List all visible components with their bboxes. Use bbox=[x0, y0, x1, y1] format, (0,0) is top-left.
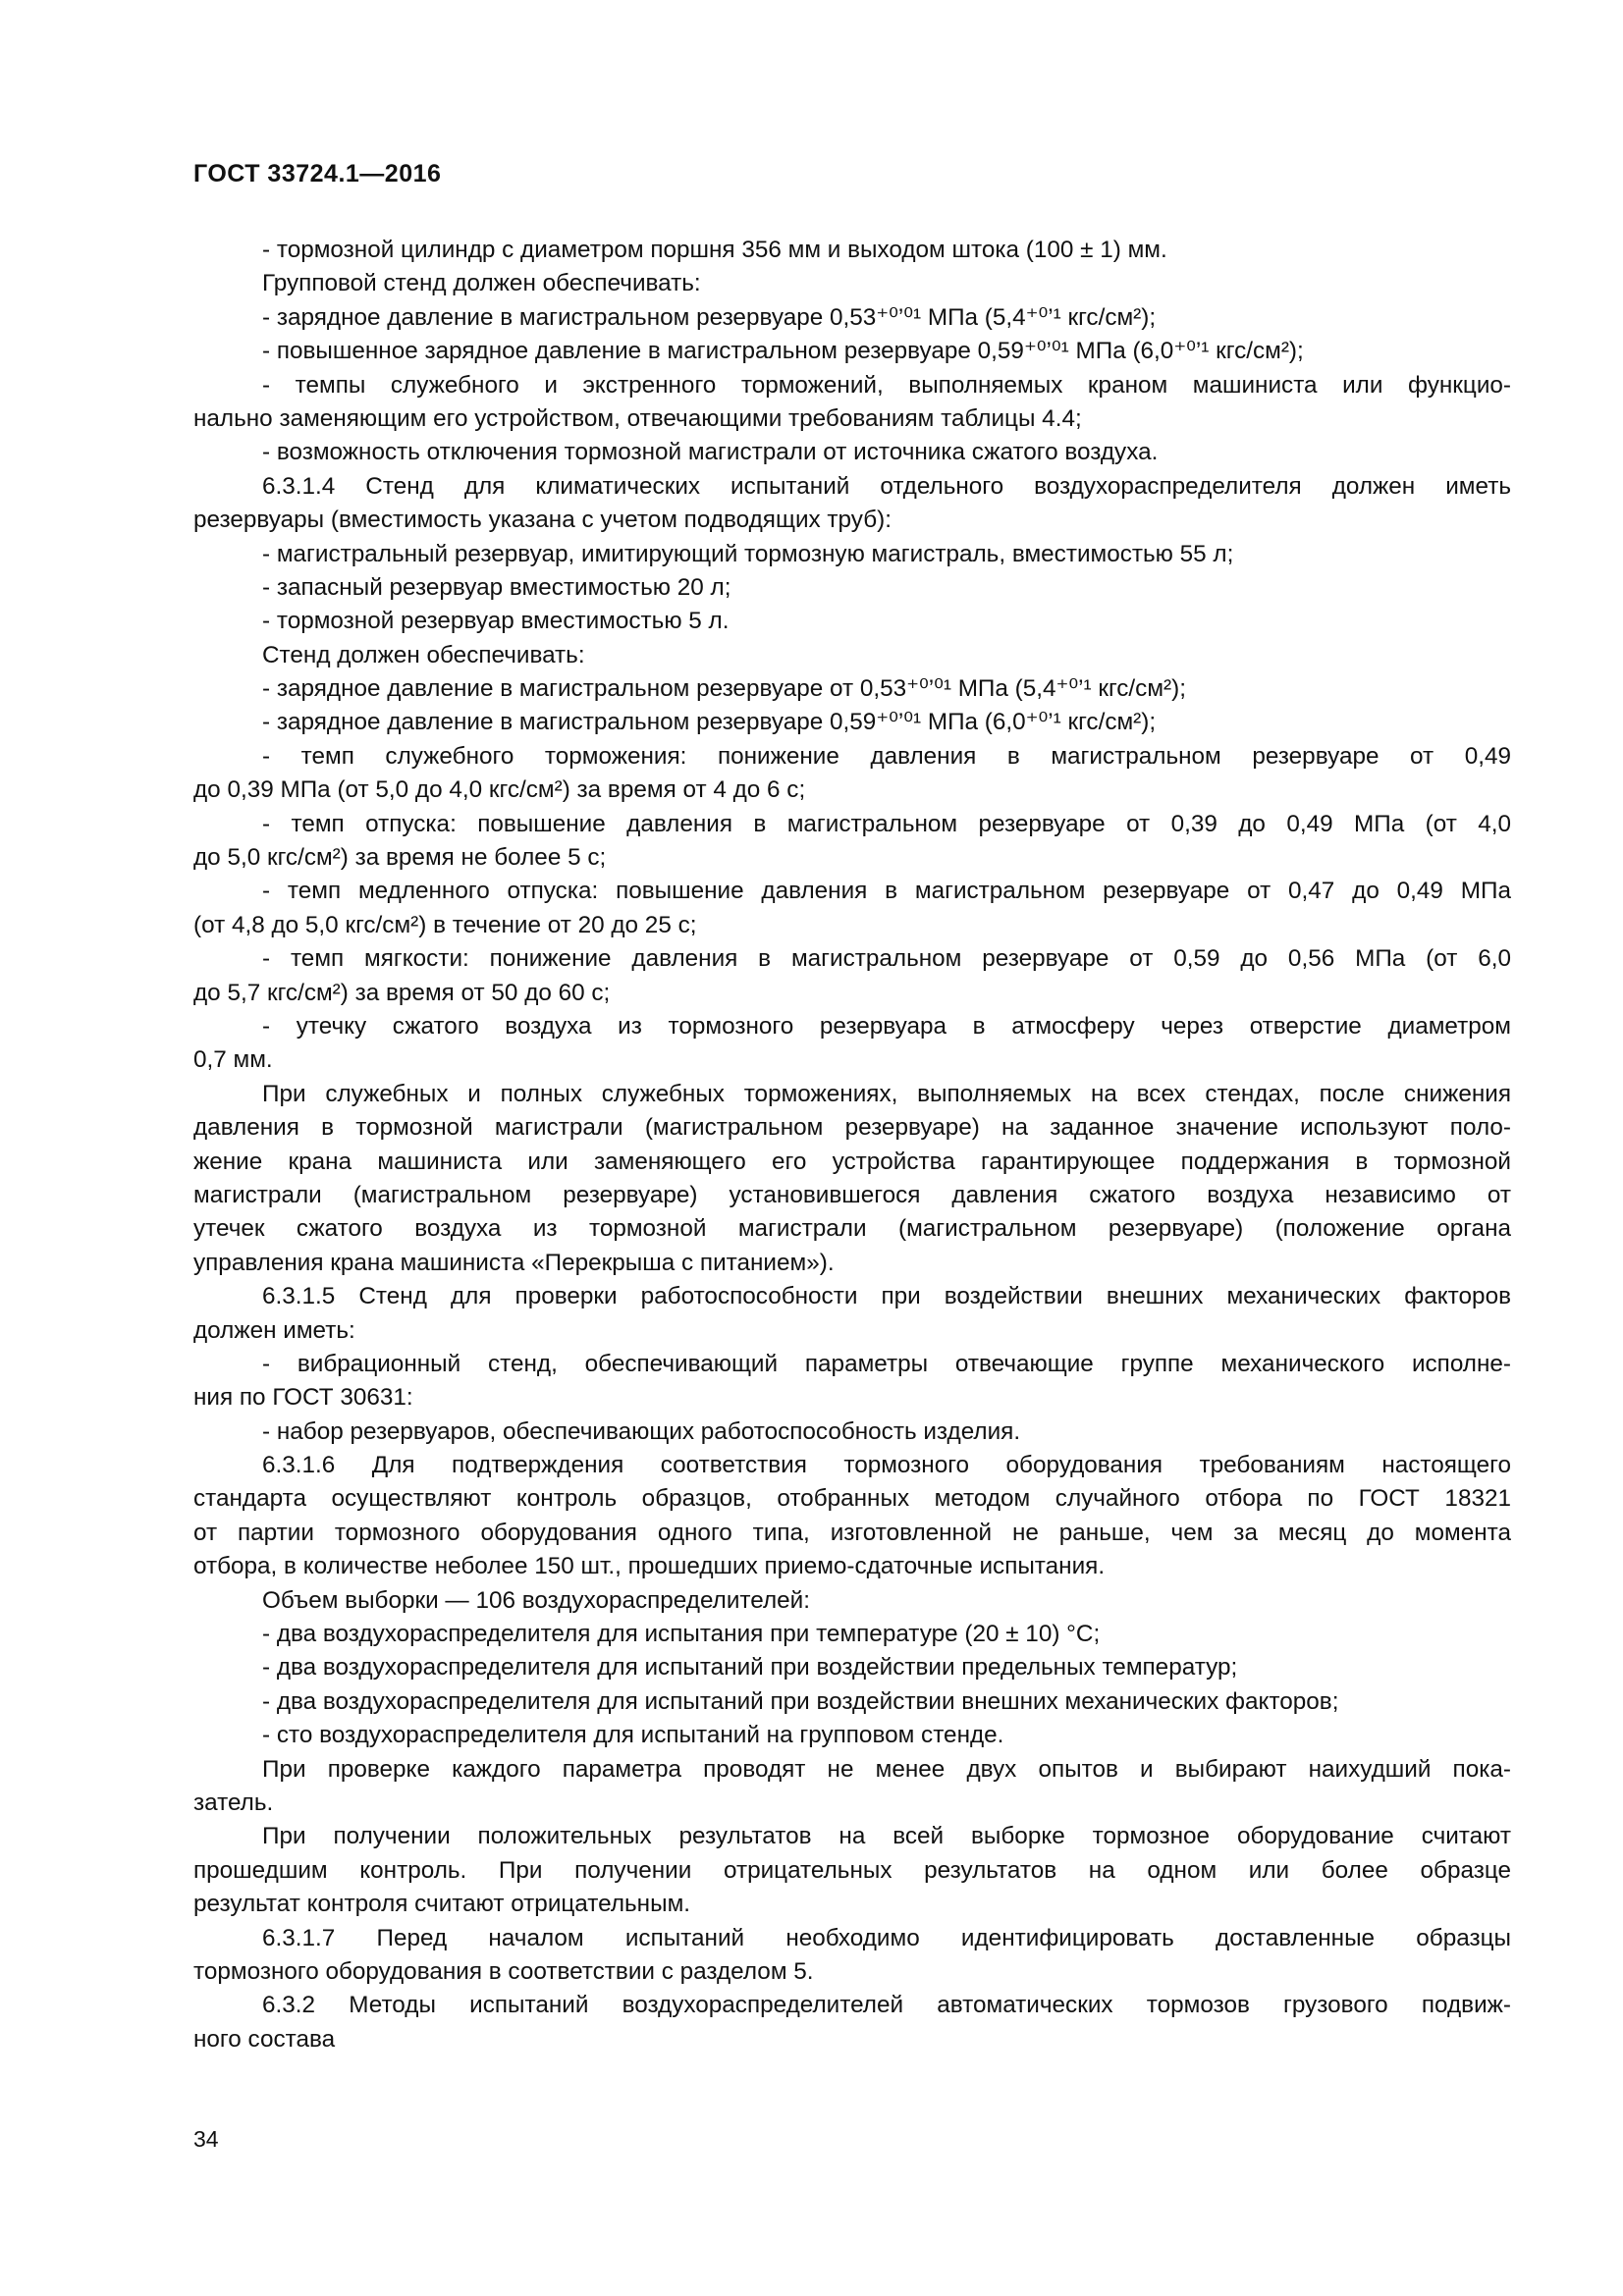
text-line: - набор резервуаров, обеспечивающих работоспособность изделия. bbox=[262, 1417, 1021, 1445]
text-line: ного состава bbox=[193, 2025, 336, 2053]
document-header: ГОСТ 33724.1—2016 bbox=[193, 160, 442, 187]
text-line: При получении положительных результатов на всей выборке тормозное оборудование считают bbox=[262, 1823, 1511, 1850]
text-line: - темп служебного торможения: понижение давления в магистральном резервуаре от 0,49 bbox=[262, 742, 1511, 770]
text-line: 6.3.1.4 Стенд для климатических испытаний отдельного воздухораспределителя должен иметь bbox=[262, 472, 1511, 500]
text-line: - зарядное давление в магистральном резервуаре 0,53⁺⁰’⁰¹ МПа (5,4⁺⁰’¹ кгс/см²); bbox=[262, 303, 1157, 331]
text-line: - запасный резервуар вместимостью 20 л; bbox=[262, 573, 731, 601]
text-line: управления крана машиниста «Перекрыша с питанием»). bbox=[193, 1249, 835, 1276]
text-line: - темп отпуска: повышение давления в магистральном резервуаре от 0,39 до 0,49 МПа (от 4,0 bbox=[262, 810, 1511, 837]
text-line: - темпы служебного и экстренного торможений, выполняемых краном машиниста или функцио- bbox=[262, 371, 1511, 399]
text-line: до 5,0 кгс/см²) за время не более 5 с; bbox=[193, 844, 607, 872]
text-line: - два воздухораспределителя для испытаний при воздействии внешних механических факторов; bbox=[262, 1687, 1339, 1715]
text-line: до 0,39 МПа (от 5,0 до 4,0 кгс/см²) за время от 4 до 6 с; bbox=[193, 776, 806, 804]
text-line: - тормозной резервуар вместимостью 5 л. bbox=[262, 608, 730, 635]
text-line: жение крана машиниста или заменяющего его устройства гарантирующее поддержания в тормозной bbox=[193, 1148, 1511, 1175]
text-line: результат контроля считают отрицательным. bbox=[193, 1891, 691, 1918]
text-line: магистрали (магистральном резервуаре) установившегося давления сжатого воздуха независимо от bbox=[193, 1181, 1511, 1208]
text-line: При служебных и полных служебных торможениях, выполняемых на всех стендах, после снижения bbox=[262, 1080, 1511, 1107]
text-line: - темп медленного отпуска: повышение давления в магистральном резервуаре от 0,47 до 0,49 МПа bbox=[262, 878, 1511, 905]
text-line: 6.3.1.5 Стенд для проверки работоспособности при воздействии внешних механических факторов bbox=[262, 1283, 1511, 1310]
text-line: Объем выборки — 106 воздухораспределителей: bbox=[262, 1586, 810, 1614]
text-line: - сто воздухораспределителя для испытаний на групповом стенде. bbox=[262, 1722, 1004, 1749]
text-line: - вибрационный стенд, обеспечивающий параметры отвечающие группе механического исполне- bbox=[262, 1350, 1511, 1377]
text-line: - зарядное давление в магистральном резервуаре от 0,53⁺⁰’⁰¹ МПа (5,4⁺⁰’¹ кгс/см²); bbox=[262, 675, 1186, 703]
text-line: нально заменяющим его устройством, отвечающими требованиям таблицы 4.4; bbox=[193, 404, 1082, 432]
text-line: - магистральный резервуар, имитирующий тормозную магистраль, вместимостью 55 л; bbox=[262, 540, 1234, 567]
text-line: При проверке каждого параметра проводят не менее двух опытов и выбирают наихудший пока- bbox=[262, 1755, 1511, 1783]
text-line: ния по ГОСТ 30631: bbox=[193, 1384, 413, 1412]
text-line: 0,7 мм. bbox=[193, 1046, 273, 1074]
text-line: - возможность отключения тормозной магистрали от источника сжатого воздуха. bbox=[262, 439, 1159, 466]
text-line: - утечку сжатого воздуха из тормозного резервуара в атмосферу через отверстие диаметром bbox=[262, 1012, 1511, 1040]
text-line: 6.3.1.6 Для подтверждения соответствия тормозного оборудования требованиям настоящего bbox=[262, 1452, 1511, 1479]
text-line: тормозного оборудования в соответствии с разделом 5. bbox=[193, 1957, 814, 1985]
text-line: затель. bbox=[193, 1789, 274, 1816]
text-line: резервуары (вместимость указана с учетом подводящих труб): bbox=[193, 507, 892, 534]
document-body bbox=[193, 234, 1511, 2056]
text-line: - тормозной цилиндр с диаметром поршня 356 мм и выходом штока (100 ± 1) мм. bbox=[262, 237, 1167, 263]
text-line: (от 4,8 до 5,0 кгс/см²) в течение от 20 до 25 с; bbox=[193, 911, 697, 938]
text-line: стандарта осуществляют контроль образцов, отобранных методом случайного отбора по ГОСТ 18321 bbox=[193, 1485, 1511, 1513]
text-line: должен иметь: bbox=[193, 1316, 355, 1344]
text-line: 6.3.1.7 Перед началом испытаний необходимо идентифицировать доставленные образцы bbox=[262, 1924, 1511, 1951]
text-line: Стенд должен обеспечивать: bbox=[262, 641, 585, 668]
text-line: - зарядное давление в магистральном резервуаре 0,59⁺⁰’⁰¹ МПа (6,0⁺⁰’¹ кгс/см²); bbox=[262, 709, 1157, 736]
text-line: утечек сжатого воздуха из тормозной магистрали (магистральном резервуаре) (положение органа bbox=[193, 1215, 1511, 1243]
page-number: 34 bbox=[193, 2126, 219, 2152]
text-line: 6.3.2 Методы испытаний воздухораспределителей автоматических тормозов грузового подвиж- bbox=[262, 1992, 1511, 2019]
text-line: - повышенное зарядное давление в магистральном резервуаре 0,59⁺⁰’⁰¹ МПа (6,0⁺⁰’¹ кгс/см²); bbox=[262, 338, 1304, 365]
text-line: - темп мягкости: понижение давления в магистральном резервуаре от 0,59 до 0,56 МПа (от 6,0 bbox=[262, 945, 1511, 973]
text-line: отбора, в количестве неболее 150 шт., прошедших приемо-сдаточные испытания. bbox=[193, 1553, 1106, 1580]
text-line: прошедшим контроль. При получении отрицательных результатов на одном или более образце bbox=[193, 1856, 1511, 1884]
text-line: Групповой стенд должен обеспечивать: bbox=[262, 270, 701, 297]
text-line: от партии тормозного оборудования одного типа, изготовленной не раньше, чем за месяц до момента bbox=[193, 1519, 1511, 1546]
text-line: до 5,7 кгс/см²) за время от 50 до 60 с; bbox=[193, 979, 611, 1006]
text-line: давления в тормозной магистрали (магистральном резервуаре) на заданное значение используют поло- bbox=[193, 1114, 1511, 1142]
text-line: - два воздухораспределителя для испытания при температуре (20 ± 10) °С; bbox=[262, 1621, 1101, 1648]
text-line: - два воздухораспределителя для испытаний при воздействии предельных температур; bbox=[262, 1654, 1238, 1682]
